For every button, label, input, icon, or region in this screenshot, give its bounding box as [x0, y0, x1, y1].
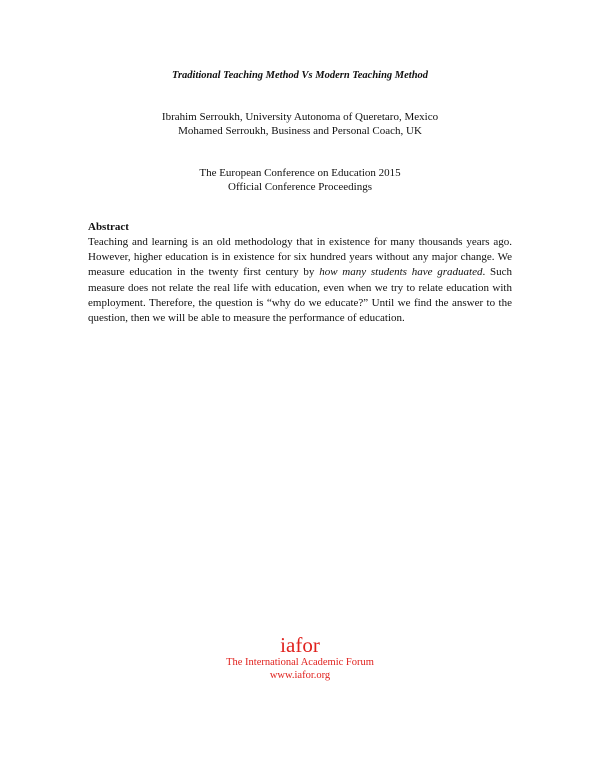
author-list — [0, 110, 600, 138]
conference-info — [0, 166, 600, 194]
publisher-footer — [0, 633, 600, 682]
author-2: Mohamed Serroukh, Business and Personal Coach, UK — [178, 125, 422, 137]
iafor-logo: iafor — [280, 633, 320, 657]
abstract-text-part-1: Teaching and learning is an old methodology that in existence for many thousands years ago. However, higher education is in existence for six hundred years without any major change. We measure education in the twenty first century by — [88, 236, 512, 279]
publisher-name: The International Academic Forum — [226, 657, 374, 668]
abstract-text-part-2: . Such measure does not relate the real life with education, even when we try to relate education with employment. Therefore, the question is “why do we educate?” Until we find the answer to the question, then we will be able to measure the performance of education. — [88, 266, 513, 325]
author-1: Ibrahim Serroukh, University Autonoma of Queretaro, Mexico — [161, 111, 439, 123]
abstract-heading: Abstract — [88, 221, 129, 233]
publisher-website[interactable]: www.iafor.org — [269, 669, 331, 681]
conference-subtitle: Official Conference Proceedings — [228, 181, 372, 193]
paper-title: Traditional Teaching Method Vs Modern Teaching Method — [171, 70, 429, 81]
conference-name: The European Conference on Education 2015 — [199, 167, 401, 179]
abstract-body — [88, 235, 512, 326]
abstract-emphasis: how many students have graduated — [319, 266, 483, 279]
